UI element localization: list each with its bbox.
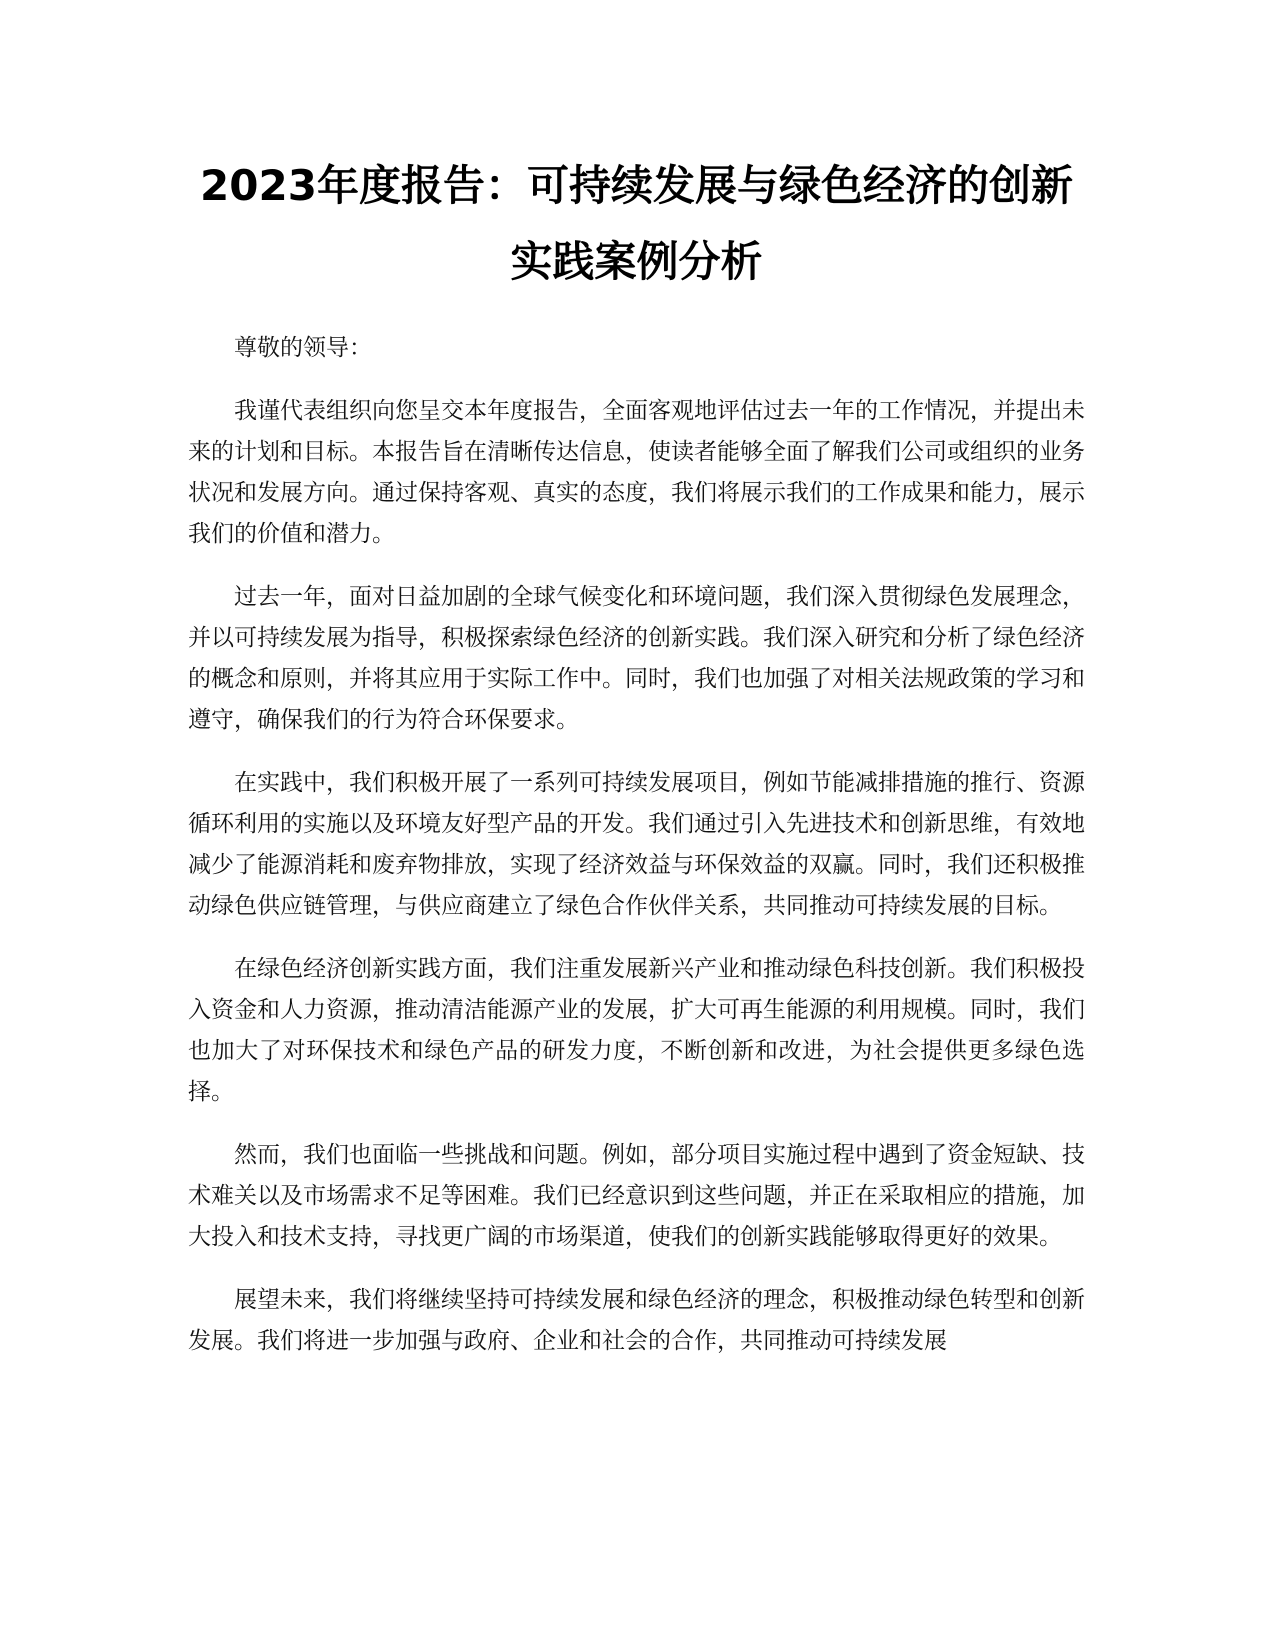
salutation: 尊敬的领导： [234,335,372,361]
paragraph: 在绿色经济创新实践方面，我们注重发展新兴产业和推动绿色科技创新。我们积极投入资金和人力资源，推动清洁能源产业的发展，扩大可再生能源的利用规模。同时，我们也加大了对环保技术和绿色产品的研发力度，不断创新和改进，为社会提供更多绿色选择。 [188,956,1085,1105]
paragraph: 展望未来，我们将继续坚持可持续发展和绿色经济的理念，积极推动绿色转型和创新发展。我们将进一步加强与政府、企业和社会的合作，共同推动可持续发展 [188,1287,1085,1354]
document-body [188,328,1085,1362]
paragraph: 过去一年，面对日益加剧的全球气候变化和环境问题，我们深入贯彻绿色发展理念，并以可持续发展为指导，积极探索绿色经济的创新实践。我们深入研究和分析了绿色经济的概念和原则，并将其应用于实际工作中。同时，我们也加强了对相关法规政策的学习和遵守，确保我们的行为符合环保要求。 [188,584,1085,733]
paragraph: 在实践中，我们积极开展了一系列可持续发展项目，例如节能减排措施的推行、资源循环利用的实施以及环境友好型产品的开发。我们通过引入先进技术和创新思维，有效地减少了能源消耗和废弃物排放，实现了经济效益与环保效益的双赢。同时，我们还积极推动绿色供应链管理，与供应商建立了绿色合作伙伴关系，共同推动可持续发展的目标。 [188,770,1085,919]
paragraph: 然而，我们也面临一些挑战和问题。例如，部分项目实施过程中遇到了资金短缺、技术难关以及市场需求不足等困难。我们已经意识到这些问题，并正在采取相应的措施，加大投入和技术支持，寻找更广阔的市场渠道，使我们的创新实践能够取得更好的效果。 [188,1142,1085,1250]
document-title: 2023年度报告：可持续发展与绿色经济的创新实践案例分析 [200,161,1073,286]
paragraph: 我谨代表组织向您呈交本年度报告，全面客观地评估过去一年的工作情况，并提出未来的计划和目标。本报告旨在清晰传达信息，使读者能够全面了解我们公司或组织的业务状况和发展方向。通过保持客观、真实的态度，我们将展示我们的工作成果和能力，展示我们的价值和潜力。 [188,398,1085,547]
